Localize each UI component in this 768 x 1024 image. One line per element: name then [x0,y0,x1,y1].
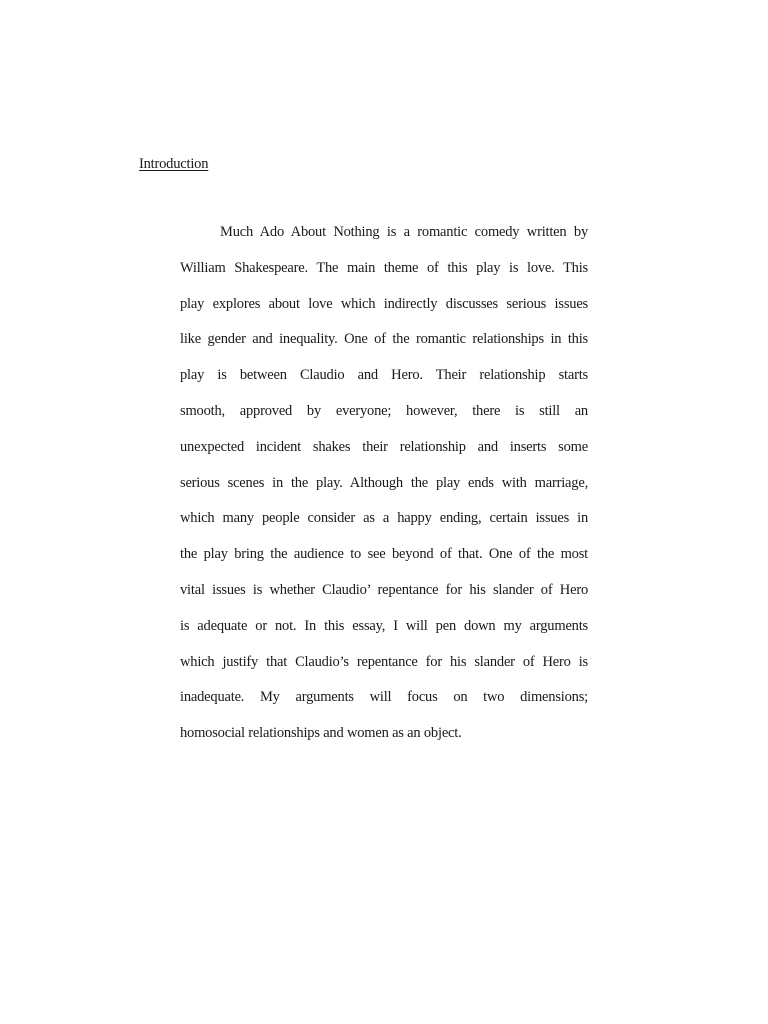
paragraph-line: like gender and inequality. One of the romantic relationships in this [180,331,588,348]
paragraph-line: which justify that Claudio’s repentance for his slander of Hero is [180,653,588,670]
paragraph-line: Much Ado About Nothing is a romantic comedy written by [220,224,588,240]
paragraph-line: serious scenes in the play. Although the play ends with marriage, [180,474,588,491]
paragraph-line: play explores about love which indirectly discusses serious issues [180,295,588,312]
paragraph [180,221,588,758]
paragraph-line: unexpected incident shakes their relationship and inserts some [180,438,588,455]
paragraph-line: the play bring the audience to see beyond of that. One of the most [180,546,588,563]
paragraph-line: is adequate or not. In this essay, I will pen down my arguments [180,617,588,634]
paragraph-line: William Shakespeare. The main theme of this play is love. This [180,259,588,276]
paragraph-line: inadequate. My arguments will focus on two dimensions; [180,689,588,706]
paragraph-line: smooth, approved by everyone; however, there is still an [180,402,588,419]
paragraph-line: vital issues is whether Claudio’ repentance for his slander of Hero [180,581,588,598]
paragraph-line: which many people consider as a happy ending, certain issues in [180,510,588,527]
paragraph-line: play is between Claudio and Hero. Their relationship starts [180,367,588,384]
section-heading: Introduction [139,156,209,172]
paragraph-line: homosocial relationships and women as an object. [180,725,462,742]
